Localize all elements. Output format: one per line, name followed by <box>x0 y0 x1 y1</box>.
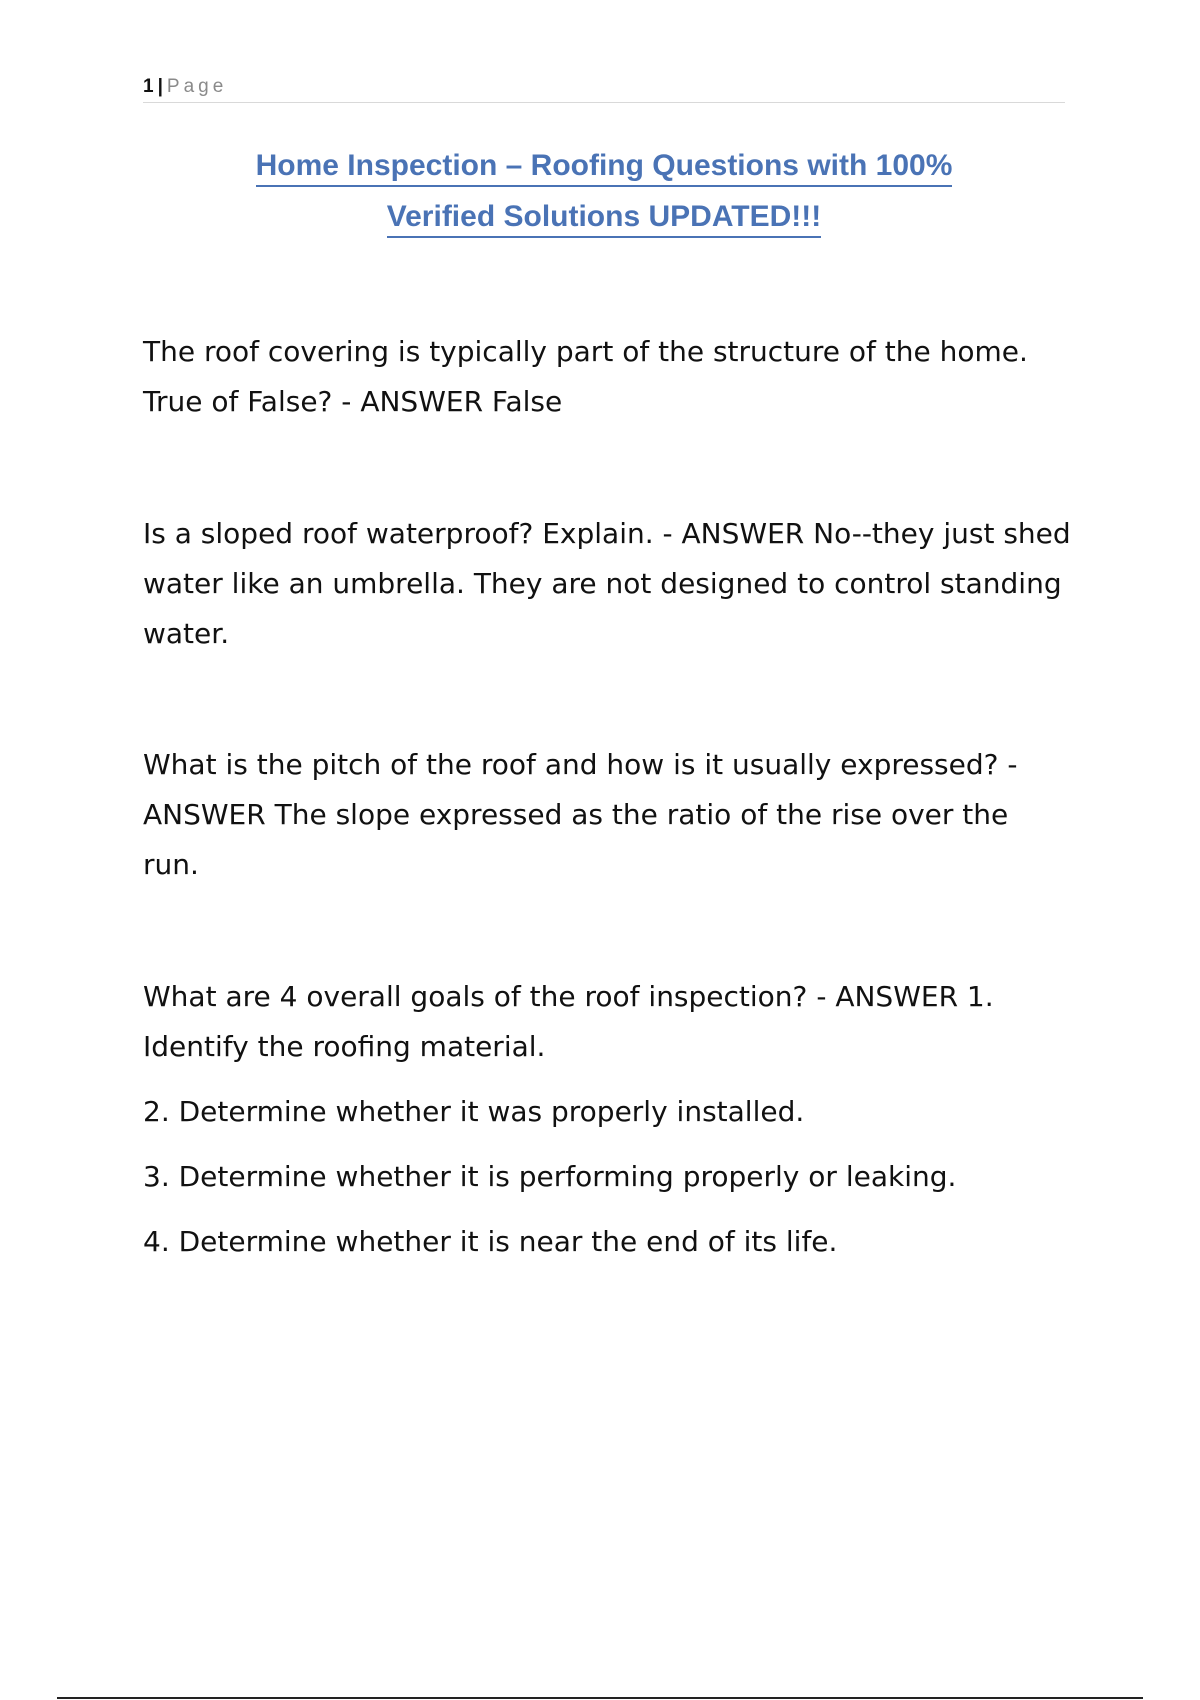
question-answer-inspection-goals: What are 4 overall goals of the roof inspection? - ANSWER 1. Identify the roofing material. <box>143 980 994 1063</box>
page-header <box>143 72 1065 103</box>
document-title-line-1: Home Inspection – Roofing Questions with 100% <box>256 147 953 187</box>
bottom-divider <box>57 1697 1143 1699</box>
question-list <box>143 327 1073 1267</box>
document-title-line-2: Verified Solutions UPDATED!!! <box>387 198 821 238</box>
question-answer-roof-pitch: What is the pitch of the roof and how is it usually expressed? - ANSWER The slope expressed as the ratio of the rise over the run. <box>143 748 1018 881</box>
page-number: 1 <box>143 76 154 97</box>
question-answer-sloped-roof: Is a sloped roof waterproof? Explain. - ANSWER No--they just shed water like an umbrella. They are not designed to control standing water. <box>143 517 1071 650</box>
page-label: Page <box>166 76 228 97</box>
page-number-separator: | <box>157 76 163 97</box>
goal-item-performing: 3. Determine whether it is performing properly or leaking. <box>143 1160 957 1193</box>
goal-item-installed: 2. Determine whether it was properly installed. <box>143 1095 805 1128</box>
question-answer-roof-covering: The roof covering is typically part of the structure of the home. True of False? - ANSWER False <box>143 335 1028 418</box>
goal-item-end-of-life: 4. Determine whether it is near the end of its life. <box>143 1225 838 1258</box>
document-title <box>143 140 1065 242</box>
